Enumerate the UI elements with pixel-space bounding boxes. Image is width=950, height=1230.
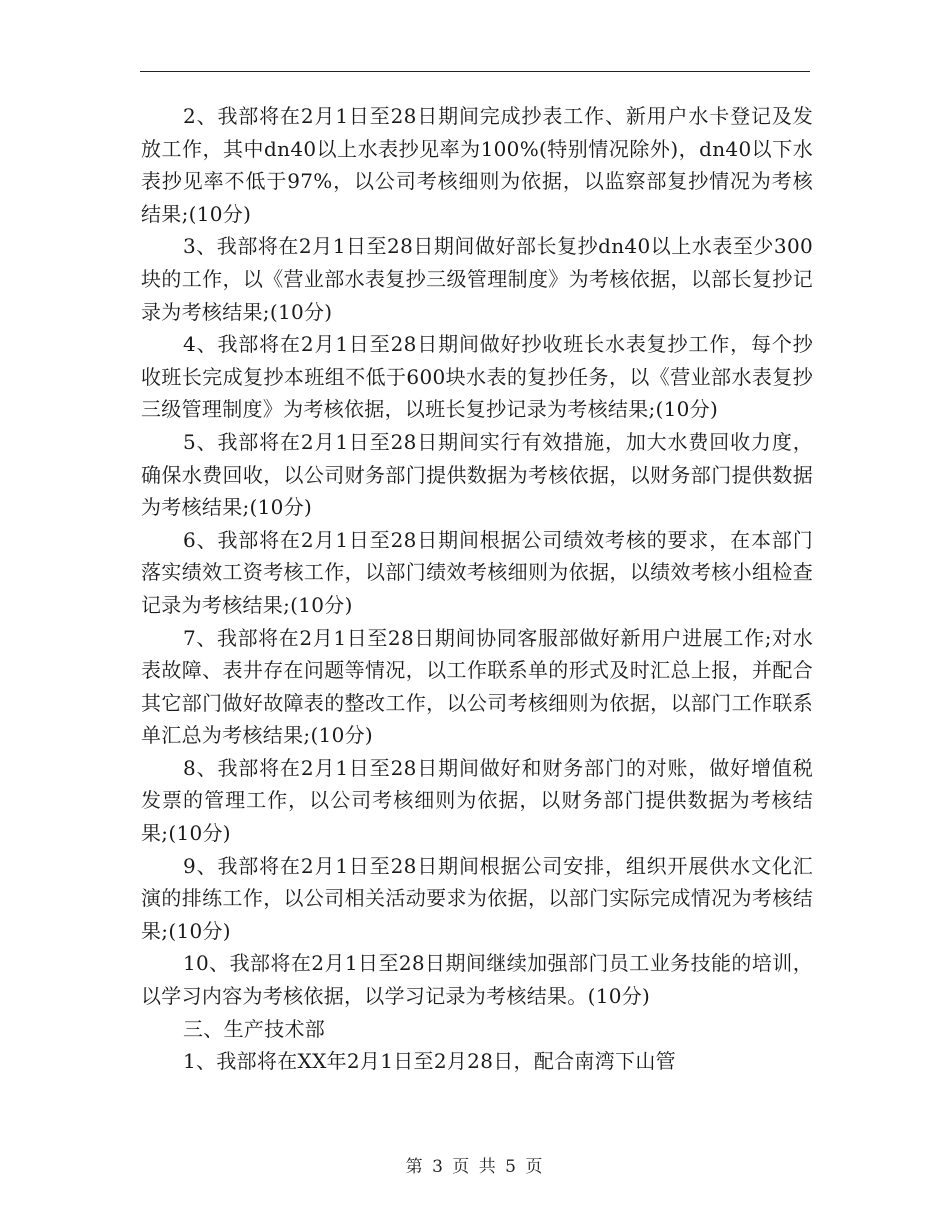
document-body <box>141 100 813 1078</box>
section-heading: 三、生产技术部 <box>183 1016 326 1041</box>
page-number-footer: 第 3 页 共 5 页 <box>405 1157 545 1177</box>
paragraph-item-9: 9、我部将在2月1日至28日期间根据公司安排，组织开展供水文化汇演的排练工作，以公司相关活动要求为依据，以部门实际完成情况为考核结果;(10分) <box>141 853 813 943</box>
paragraph-item-8: 8、我部将在2月1日至28日期间做好和财务部门的对账，做好增值税发票的管理工作，以公司考核细则为依据，以财务部门提供数据为考核结果;(10分) <box>141 755 813 846</box>
paragraph-item-5: 5、我部将在2月1日至28日期间实行有效措施，加大水费回收力度，确保水费回收，以公司财务部门提供数据为考核依据，以财务部门提供数据为考核结果;(10分) <box>141 429 813 520</box>
paragraph-item-10: 10、我部将在2月1日至28日期间继续加强部门员工业务技能的培训，以学习内容为考核依据，以学习记录为考核结果。(10分) <box>141 951 813 1009</box>
paragraph-item-2: 2、我部将在2月1日至28日期间完成抄表工作、新用户水卡登记及发放工作，其中dn40以上水表抄见率为100%(特别情况除外)，dn40以下水表抄见率不低于97%，以公司考核细则为依据，以监察部复抄情况为考核结果;(10分) <box>141 104 813 226</box>
paragraph-item-6: 6、我部将在2月1日至28日期间根据公司绩效考核的要求，在本部门落实绩效工资考核工作，以部门绩效考核细则为依据，以绩效考核小组检查记录为考核结果;(10分) <box>141 527 813 617</box>
paragraph-item-3: 3、我部将在2月1日至28日期间做好部长复抄dn40以上水表至少300块的工作，以《营业部水表复抄三级管理制度》为考核依据，以部长复抄记录为考核结果;(10分) <box>141 234 813 324</box>
paragraph-item-section3-1: 1、我部将在XX年2月1日至2月28日，配合南湾下山管 <box>183 1049 676 1074</box>
paragraph-item-4: 4、我部将在2月1日至28日期间做好抄收班长水表复抄工作，每个抄收班长完成复抄本班组不低于600块水表的复抄任务，以《营业部水表复抄三级管理制度》为考核依据，以班长复抄记录为考核结果;(10分) <box>141 332 813 422</box>
header-rule <box>140 71 810 72</box>
paragraph-item-7: 7、我部将在2月1日至28日期间协同客服部做好新用户进展工作;对水表故障、表井存在问题等情况，以工作联系单的形式及时汇总上报，并配合其它部门做好故障表的整改工作，以公司考核细则为依据，以部门工作联系单汇总为考核结果;(10分) <box>141 625 813 748</box>
